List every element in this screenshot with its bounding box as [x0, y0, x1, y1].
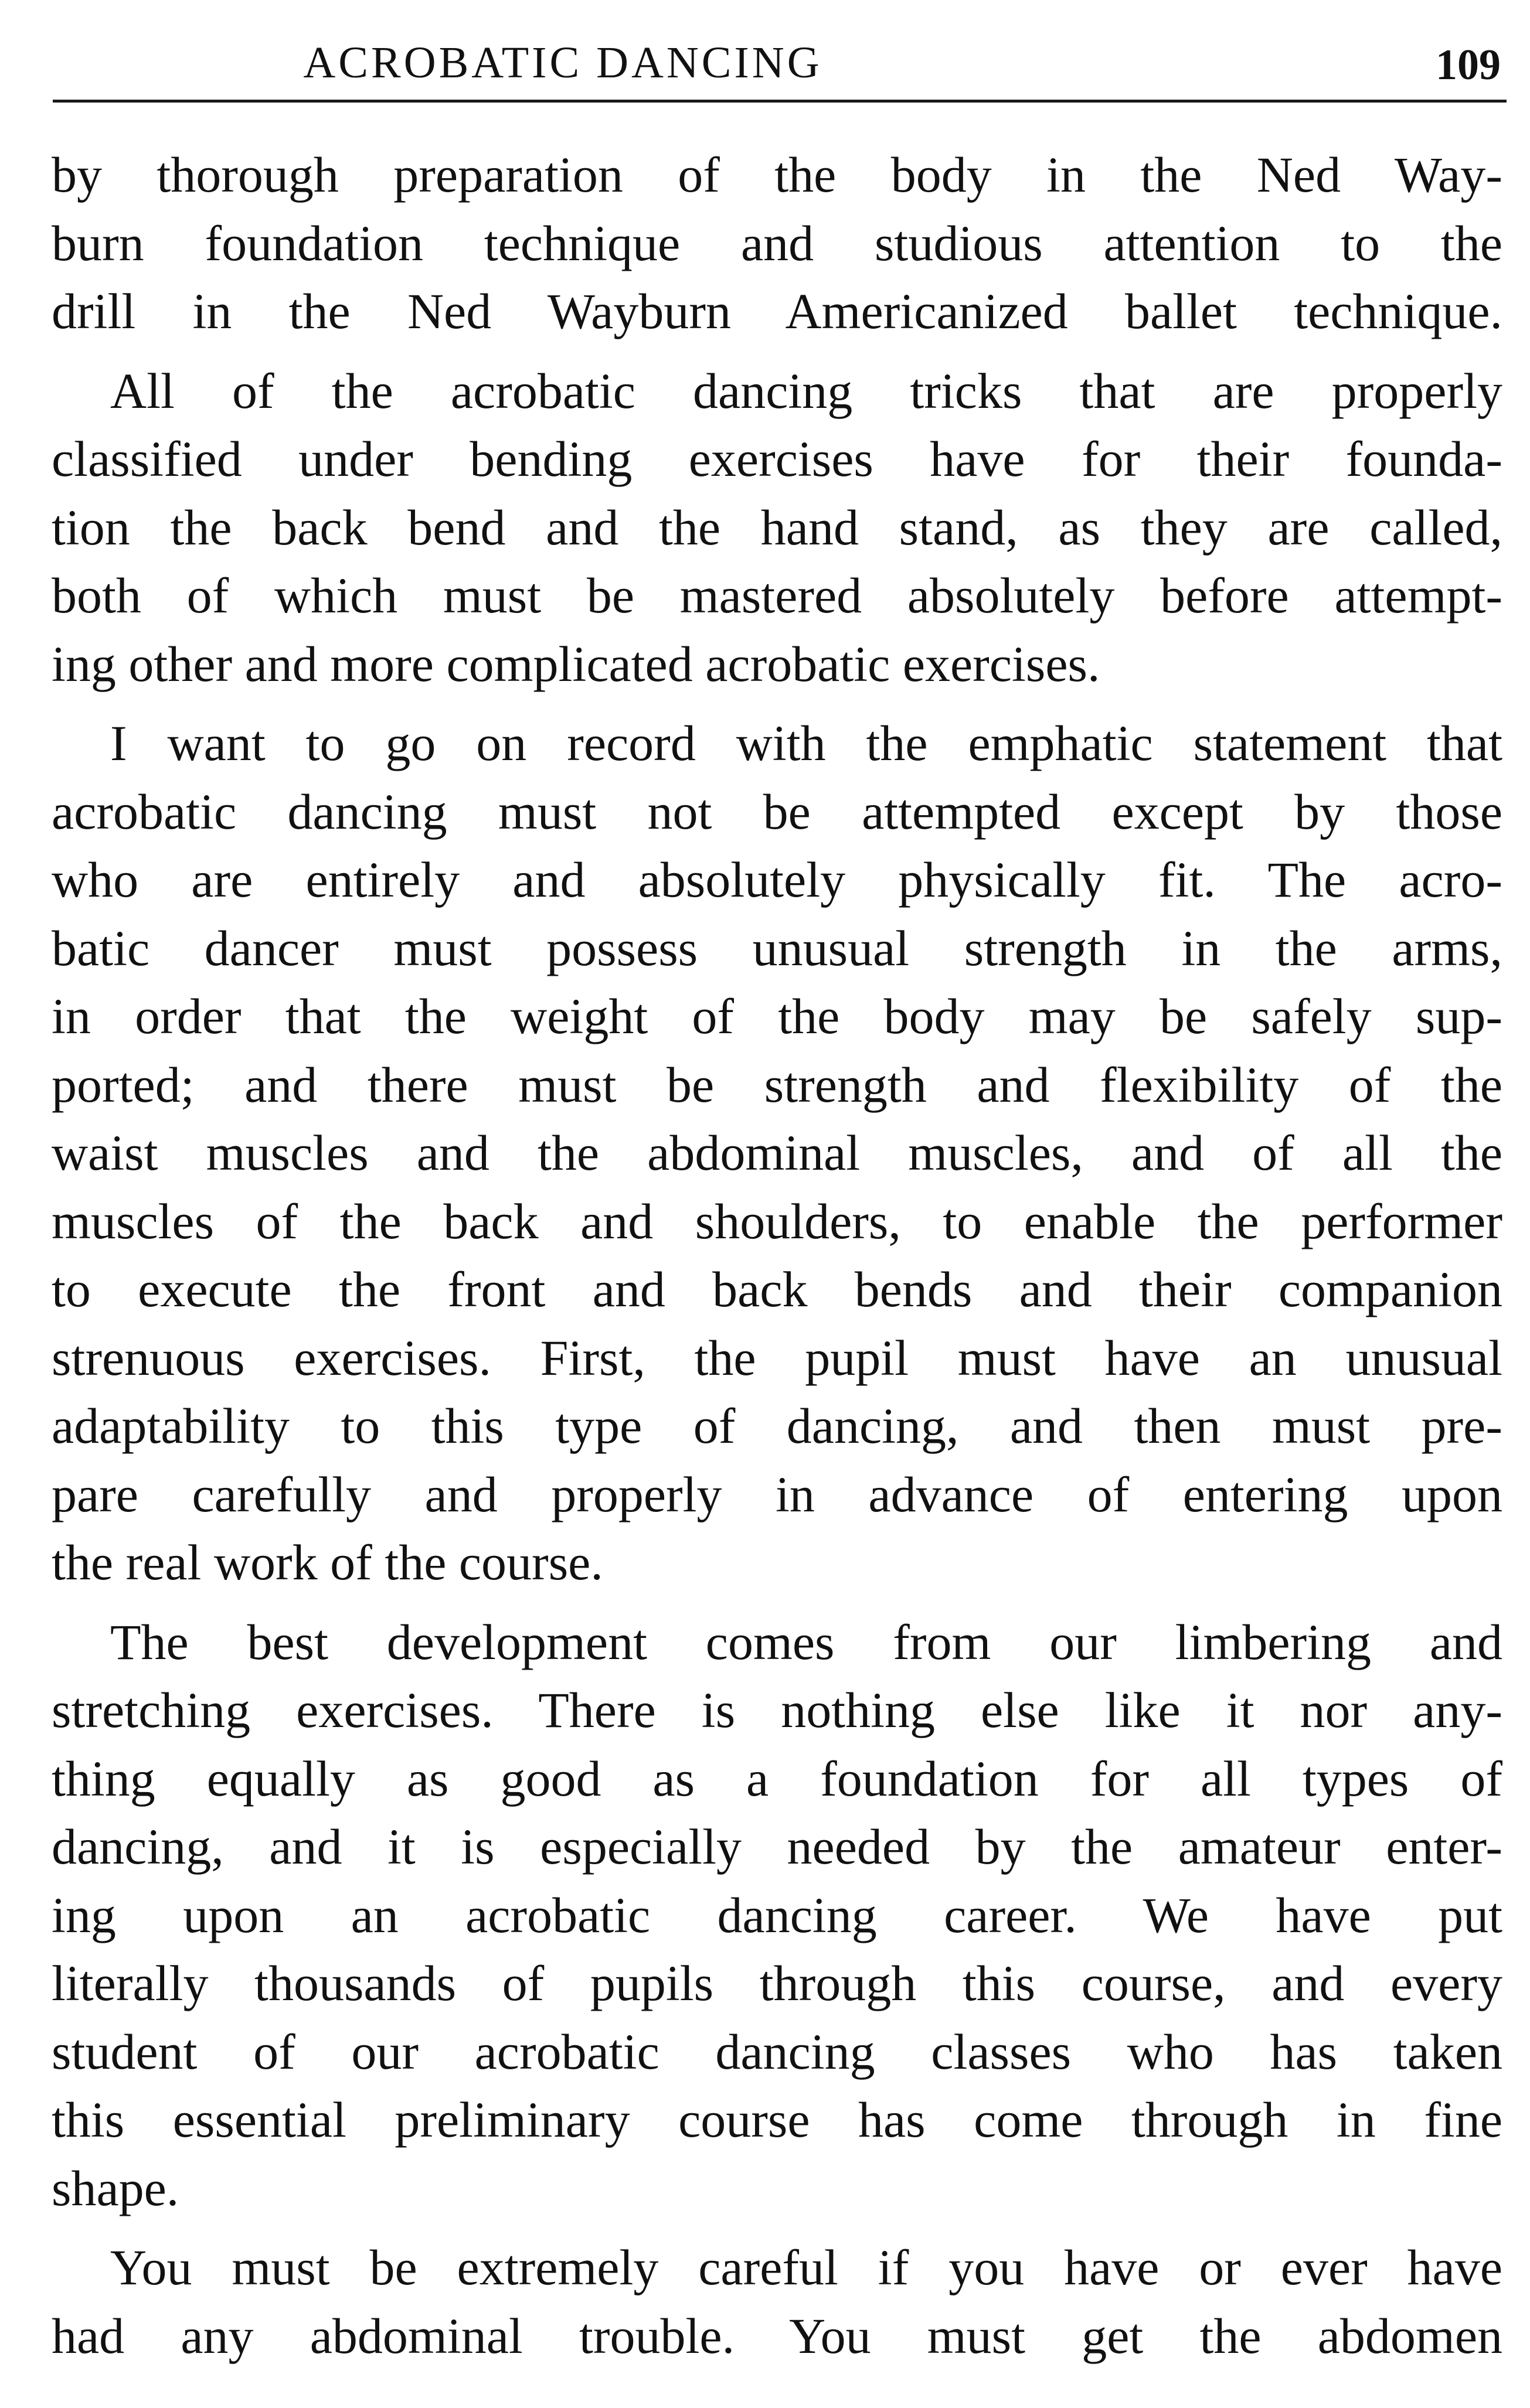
text-line: pare carefully and properly in advance of entering upon — [52, 1466, 1502, 1523]
text-line: by thorough preparation of the body in the Ned Way- — [52, 147, 1502, 203]
text-line: had any abdominal trouble. You must get the abdomen — [52, 2307, 1502, 2364]
header-rule — [53, 100, 1507, 103]
text-line: in order that the weight of the body may be safely sup- — [52, 988, 1502, 1044]
text-line: strenuous exercises. First, the pupil must have an unusual — [52, 1329, 1502, 1386]
text-line: student of our acrobatic dancing classes who has taken — [52, 2023, 1502, 2080]
paragraph-1 — [52, 141, 1502, 346]
text-line: waist muscles and the abdominal muscles, and of all the — [52, 1125, 1502, 1181]
running-head: ACROBATIC DANCING — [303, 38, 822, 87]
text-line: shape. — [52, 2160, 179, 2216]
text-line: muscles of the back and shoulders, to enable the performer — [52, 1193, 1502, 1249]
text-line: You must be extremely careful if you have or ever have — [110, 2239, 1502, 2295]
text-line: batic dancer must possess unusual strength in the arms, — [52, 919, 1502, 976]
paragraph-2 — [52, 357, 1502, 699]
text-line: classified under bending exercises have for their founda- — [52, 431, 1502, 487]
text-line: drill in the Ned Wayburn Americanized ballet technique. — [52, 283, 1502, 339]
text-line: both of which must be mastered absolutely before attempt- — [52, 567, 1502, 624]
page-header — [53, 30, 1512, 95]
text-line: I want to go on record with the emphatic statement that — [110, 715, 1502, 771]
text-line: burn foundation technique and studious attention to the — [52, 214, 1502, 271]
text-line: this essential preliminary course has come through in fine — [52, 2092, 1502, 2148]
text-line: literally thousands of pupils through this course, and every — [52, 1955, 1502, 2011]
text-line: to execute the front and back bends and their companion — [52, 1261, 1502, 1317]
text-line: ported; and there must be strength and flexibility of the — [52, 1056, 1502, 1113]
text-line: acrobatic dancing must not be attempted except by those — [52, 783, 1502, 840]
text-line: ing upon an acrobatic dancing career. We have put — [52, 1886, 1502, 1943]
text-line: stretching exercises. There is nothing else like it nor any- — [52, 1682, 1502, 1738]
paragraph-4 — [52, 1608, 1502, 2223]
text-line: ing other and more complicated acrobatic exercises. — [52, 635, 1100, 692]
text-line: thing equally as good as a foundation for all types of — [52, 1750, 1502, 1807]
text-line: dancing, and it is especially needed by the amateur enter- — [52, 1818, 1502, 1875]
text-line: All of the acrobatic dancing tricks that are properly — [110, 362, 1502, 419]
body-text — [52, 141, 1502, 2381]
text-line: the real work of the course. — [52, 1534, 603, 1590]
page-number: 109 — [1436, 41, 1501, 89]
text-line: adaptability to this type of dancing, and then must pre- — [52, 1398, 1502, 1454]
paragraph-5 — [52, 2233, 1502, 2370]
text-line: who are entirely and absolutely physically fit. The acro- — [52, 852, 1502, 908]
text-line: The best development comes from our limbering and — [110, 1613, 1502, 1670]
text-line: tion the back bend and the hand stand, as they are called, — [52, 499, 1502, 556]
paragraph-3 — [52, 709, 1502, 1597]
